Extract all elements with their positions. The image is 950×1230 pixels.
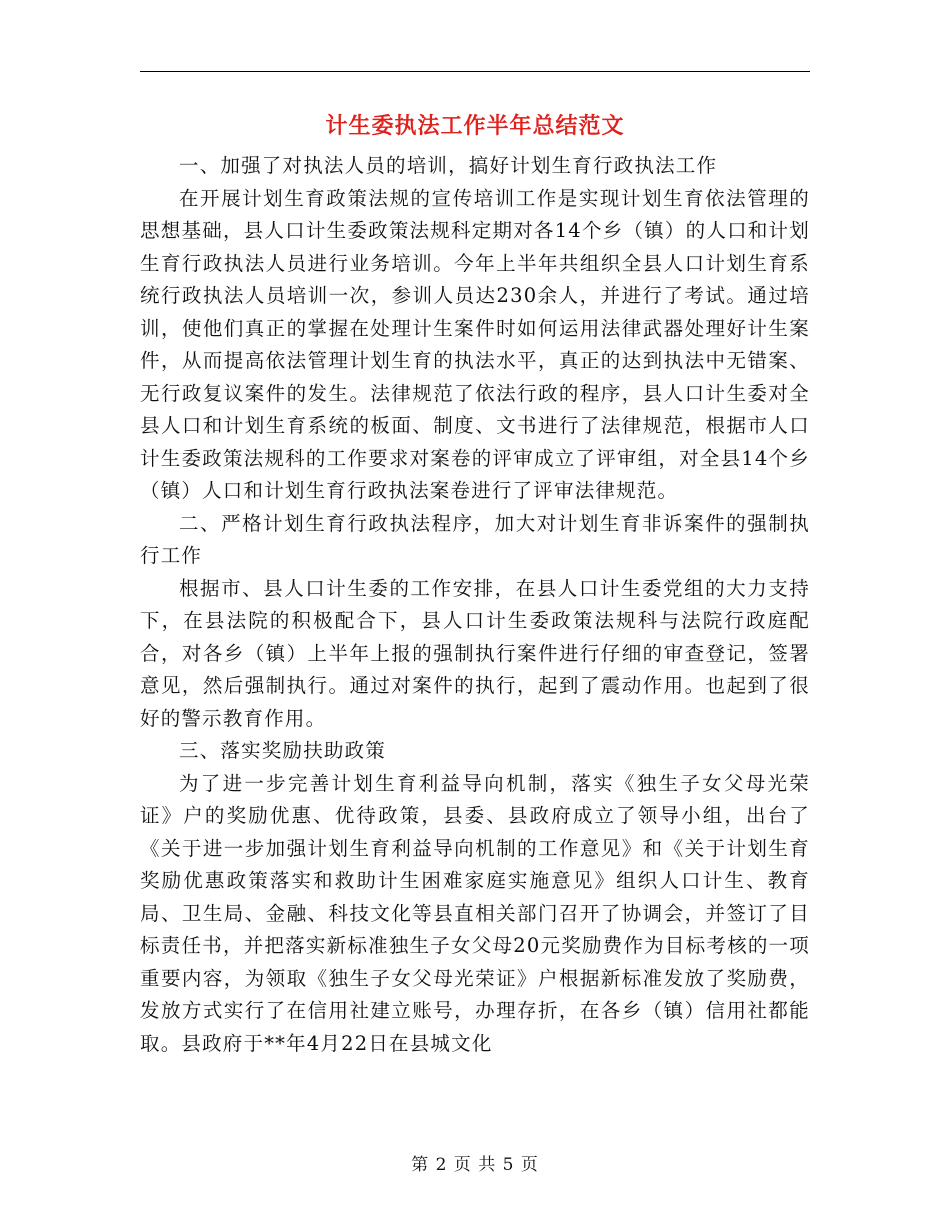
section-heading-3: 三、落实奖励扶助政策 xyxy=(179,739,387,762)
header-rule xyxy=(140,71,810,72)
document-body xyxy=(140,150,810,1060)
body-paragraph-3: 为了进一步完善计划生育利益导向机制，落实《独生子女父母光荣证》户的奖励优惠、优待政策，县委、县政府成立了领导小组，出台了《关于进一步加强计划生育利益导向机制的工作意见》和《关于计划生育奖励优惠政策落实和救助计生困难家庭实施意见》组织人口计生、教育局、卫生局、金融、科技文化等县直相关部门召开了协调会，并签订了目标责任书，并把落实新标准独生子女父母20元奖励费作为目标考核的一项重要内容，为领取《独生子女父母光荣证》户根据新标准发放了奖励费，发放方式实行了在信用社建立账号，办理存折，在各乡（镇）信用社都能取。县政府于**年4月22日在县城文化 xyxy=(140,771,810,1055)
body-paragraph-2: 根据市、县人口计生委的工作安排，在县人口计生委党组的大力支持下，在县法院的积极配合下，县人口计生委政策法规科与法院行政庭配合，对各乡（镇）上半年上报的强制执行案件进行仔细的审查登记，签署意见，然后强制执行。通过对案件的执行，起到了震动作用。也起到了很好的警示教育作用。 xyxy=(140,576,810,730)
body-paragraph-1: 在开展计划生育政策法规的宣传培训工作是实现计划生育依法管理的思想基础，县人口计生委政策法规科定期对各14个乡（镇）的人口和计划生育行政执法人员进行业务培训。今年上半年共组织全县人口计划生育系统行政执法人员培训一次，参训人员达230余人，并进行了考试。通过培训，使他们真正的掌握在处理计生案件时如何运用法律武器处理好计生案件，从而提高依法管理计划生育的执法水平，真正的达到执法中无错案、无行政复议案件的发生。法律规范了依法行政的程序，县人口计生委对全县人口和计划生育系统的板面、制度、文书进行了法律规范，根据市人口计生委政策法规科的工作要求对案卷的评审成立了评审组，对全县14个乡（镇）人口和计划生育行政执法案卷进行了评审法律规范。 xyxy=(140,186,810,502)
section-heading-1: 一、加强了对执法人员的培训，搞好计划生育行政执法工作 xyxy=(179,154,718,177)
section-heading-2: 二、严格计划生育行政执法程序，加大对计划生育非诉案件的强制执行工作 xyxy=(140,511,810,567)
page-number: 第 2 页 共 5 页 xyxy=(411,1155,539,1175)
document-title: 计生委执法工作半年总结范文 xyxy=(325,113,625,139)
